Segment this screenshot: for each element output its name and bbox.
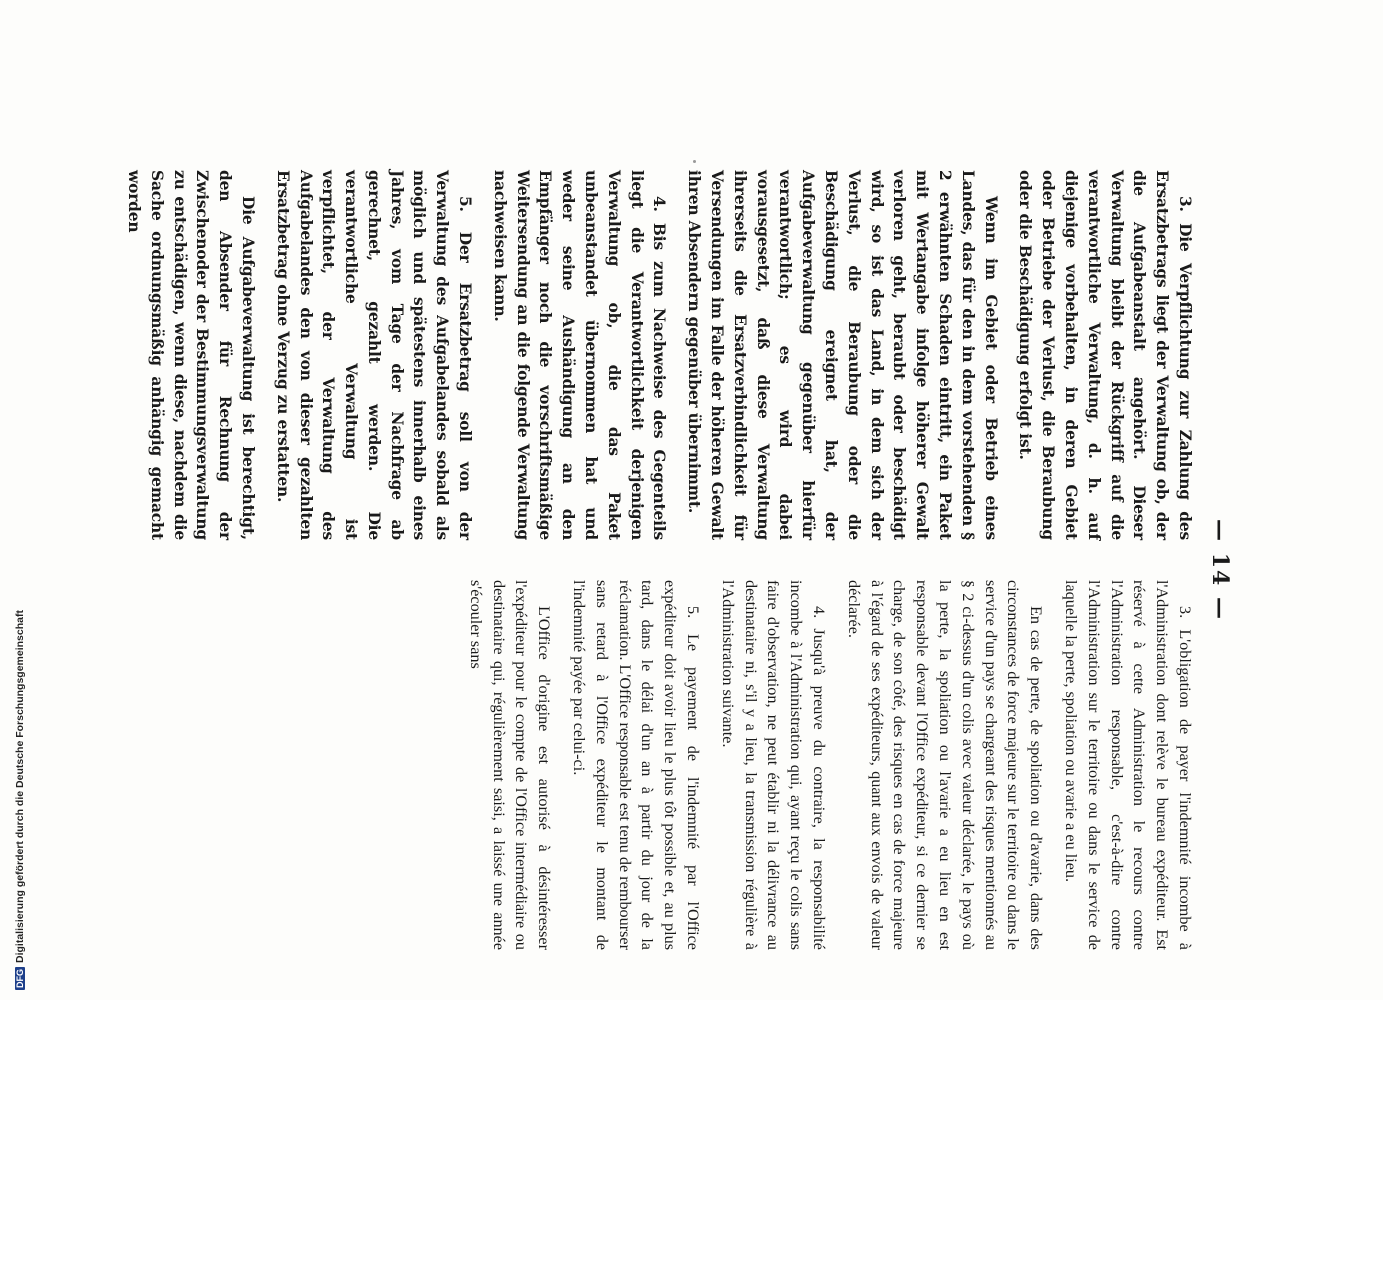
french-paragraph-4: 5. Le payement de l'indemnité par l'Office expéditeur doit avoir lieu le plus tôt possible et, au plus tard, dans le délai d'un an à partir du jour de la réclamation. L'Office responsable est tenu de rembourser sans retard à l'Office expéditeur le montant de l'indemnité payée par celui-ci. [570,580,703,950]
french-paragraph-1: 3. L'obligation de payer l'indemnité incombe à l'Administration dont relève le bureau expéditeur. Est réservé à cette Administration le recours contre l'Administration responsable, c'est-à-dire contre l'Administration sur le territoire ou dans le service de laquelle la perte, spoliation ou avarie a eu lieu. [1062,580,1194,950]
french-paragraph-2: En cas de perte, de spoliation ou d'avarie, dans des circonstances de force majeure sur le territoire ou dans le service d'un pays se chargeant des risques mentionnés au § 2 ci-dessus d'un colis avec valeur déclarée, le pays où la perte, la spoliation ou l'avarie a eu lieu en est responsable devant l'Office expéditeur, si ce dernier se charge, de son côté, des risques en cas de force majeure à l'égard de ses expéditeurs, quant aux envois de valeur déclarée. [844,580,1046,950]
dfg-logo: DFG [15,969,25,988]
digitization-credit [0,0,26,1000]
german-paragraph-4: 5. Der Ersatzbetrag soll von der Verwaltung des Aufgabelandes sobald als möglich und spätestens innerhalb eines Jahres, vom Tage der Nachfrage ab gerechnet, gezahlt werden. Die verantwortliche Verwaltung ist verpflichtet, der Verwaltung des Aufgabelandes den von dieser gezahlten Ersatzbetrag ohne Verzug zu erstatten. [273,170,475,540]
french-paragraph-3: 4. Jusqu'à preuve du contraire, la responsabilité incombe à l'Administration qui, ayant reçu le colis sans faire d'observation, ne peut établir ni la délivrance au destinataire ni, s'il y a lieu, la transmission régulière à l'Administration suivante. [718,580,829,950]
german-paragraph-3: 4. Bis zum Nachweise des Gegenteils liegt die Verantwortlichkeit derjenigen Verwaltung ob, die das Paket unbeanstandet übernommen hat und weder seine Aushändigung an den Empfänger noch die vorschriftsmäßige Weitersendung an die folgende Verwaltung nachweisen kann. [490,170,669,540]
document-page [124,170,1240,1270]
scan-speck [693,160,696,163]
credit-text: Digitalisierung gefördert durch die Deutsche Forschungsgemeinschaft [14,610,26,963]
german-paragraph-5: Die Aufgabeverwaltung ist berechtigt, den Absender für Rechnung der Zwischenoder der Bestimmungsverwaltung zu entschädigen, wenn diese, nachdem die Sache ordnungsmäßig anhängig gemacht worden [124,170,257,540]
german-paragraph-1: 3. Die Verpflichtung zur Zahlung des Ersatzbetrags liegt der Verwaltung ob, der die Aufgabeanstalt angehört. Dieser Verwaltung bleibt der Rückgriff auf die verantwortliche Verwaltung, d. h. auf diejenige vorbehalten, in deren Gebiet oder Betriebe der Verlust, die Beraubung oder die Beschädigung erfolgt ist. [1016,170,1194,540]
german-paragraph-2: Wenn im Gebiet oder Betrieb eines Landes, das für den in dem vorstehenden § 2 erwähnten Schaden eintritt, ein Paket mit Wertangabe infolge höherer Gewalt verloren geht, beraubt oder beschädigt wird, so ist das Land, in dem sich der Verlust, die Beraubung oder die Beschädigung ereignet hat, der Aufgabeverwaltung gegenüber hierfür verantwortlich; es wird dabei vorausgesetzt, daß diese Verwaltung ihrerseits die Ersatzverbindlichkeit für Versendungen im Falle der höheren Gewalt ihren Absendern gegenüber übernimmt. [685,170,1000,540]
page-number: — 14 — [1207,519,1233,621]
german-column [110,170,1196,540]
french-paragraph-5: L'Office d'origine est autorisé à désintéresser l'expéditeur pour le compte de l'Office intermédiaire ou destinataire qui, régulièrement saisi, a laissé une année s'écouler sans [466,580,554,950]
french-column [452,580,1196,950]
